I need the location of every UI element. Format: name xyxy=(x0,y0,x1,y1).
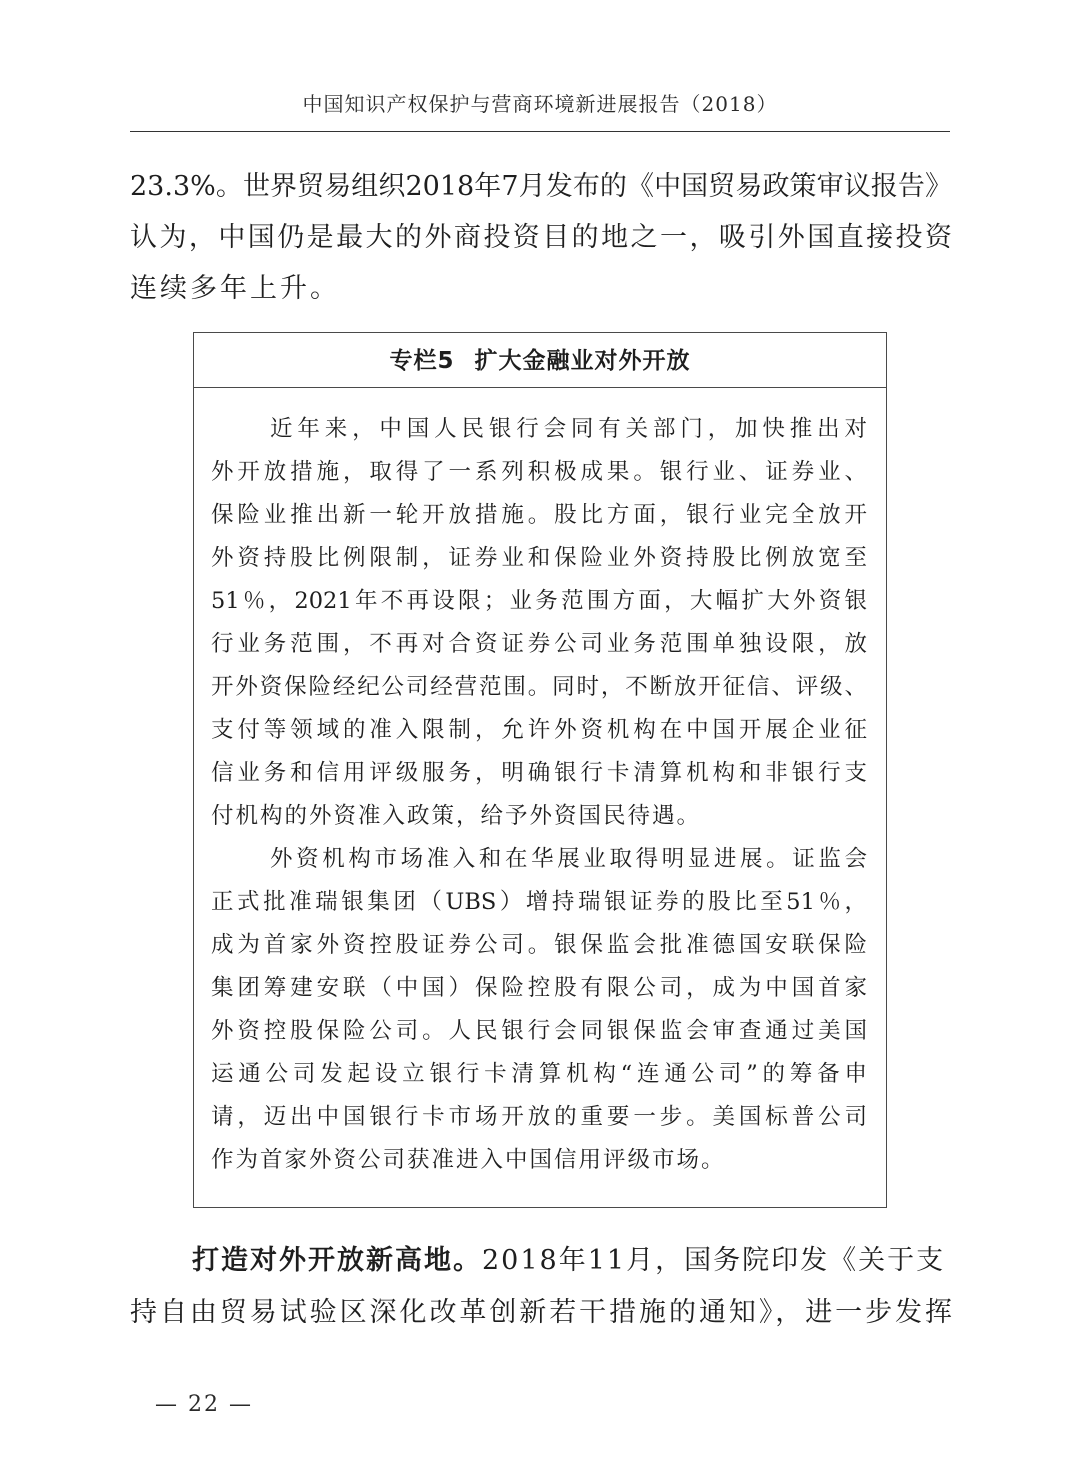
box-line-12: 正式批准瑞银集团（UBS）增持瑞银证券的股比至51％， xyxy=(211,889,867,915)
box-line-14: 集团筹建安联（中国）保险控股有限公司，成为中国首家 xyxy=(211,975,867,1001)
box-line-17: 请，迈出中国银行卡市场开放的重要一步。美国标普公司 xyxy=(211,1104,867,1130)
box-line-6: 行业务范围，不再对合资证券公司业务范围单独设限，放 xyxy=(211,631,867,657)
outro-bold-lead: 打造对外开放新高地。 xyxy=(192,1245,482,1276)
box-line-13: 成为首家外资控股证券公司。银保监会批准德国安联保险 xyxy=(211,932,867,958)
box-line-10: 付机构的外资准入政策，给予外资国民待遇。 xyxy=(211,803,702,829)
box-title: 扩大金融业对外开放 xyxy=(474,348,691,374)
box-line-16: 运通公司发起设立银行卡清算机构“连通公司”的筹备申 xyxy=(211,1061,867,1087)
box-line-11: 外资机构市场准入和在华展业取得明显进展。证监会 xyxy=(270,846,867,872)
header-rule xyxy=(130,131,950,132)
box-title-row xyxy=(194,333,886,388)
box-line-3: 保险业推出新一轮开放措施。股比方面，银行业完全放开 xyxy=(211,502,867,528)
box-line-2: 外开放措施，取得了一系列积极成果。银行业、证券业、 xyxy=(211,459,867,485)
outro-line-1-rest: 2018年11月，国务院印发《关于支 xyxy=(482,1245,946,1276)
box-line-18: 作为首家外资公司获准进入中国信用评级市场。 xyxy=(211,1147,726,1173)
box-label: 专栏5 xyxy=(389,348,455,374)
intro-line-3: 连续多年上升。 xyxy=(130,273,340,304)
intro-line-2: 认为，中国仍是最大的外商投资目的地之一，吸引外国直接投资 xyxy=(130,222,952,253)
page-number: — 22 — xyxy=(155,1392,253,1417)
box-line-8: 支付等领域的准入限制，允许外资机构在中国开展企业征 xyxy=(211,717,867,743)
outro-line-1 xyxy=(192,1246,952,1276)
box-line-15: 外资控股保险公司。人民银行会同银保监会审查通过美国 xyxy=(211,1018,867,1044)
intro-line-1: 23.3%。世界贸易组织2018年7月发布的《中国贸易政策审议报告》 xyxy=(130,171,952,202)
running-header: 中国知识产权保护与营商环境新进展报告（2018） xyxy=(302,92,778,116)
box-line-1: 近年来，中国人民银行会同有关部门，加快推出对 xyxy=(270,416,867,442)
box-line-7: 开外资保险经纪公司经营范围。同时，不断放开征信、评级、 xyxy=(211,674,867,700)
box-line-9: 信业务和信用评级服务，明确银行卡清算机构和非银行支 xyxy=(211,760,867,786)
outro-line-2: 持自由贸易试验区深化改革创新若干措施的通知》，进一步发挥 xyxy=(130,1297,952,1328)
box-line-5: 51％，2021年不再设限；业务范围方面，大幅扩大外资银 xyxy=(211,588,867,614)
box-line-4: 外资持股比例限制，证券业和保险业外资持股比例放宽至 xyxy=(211,545,867,571)
